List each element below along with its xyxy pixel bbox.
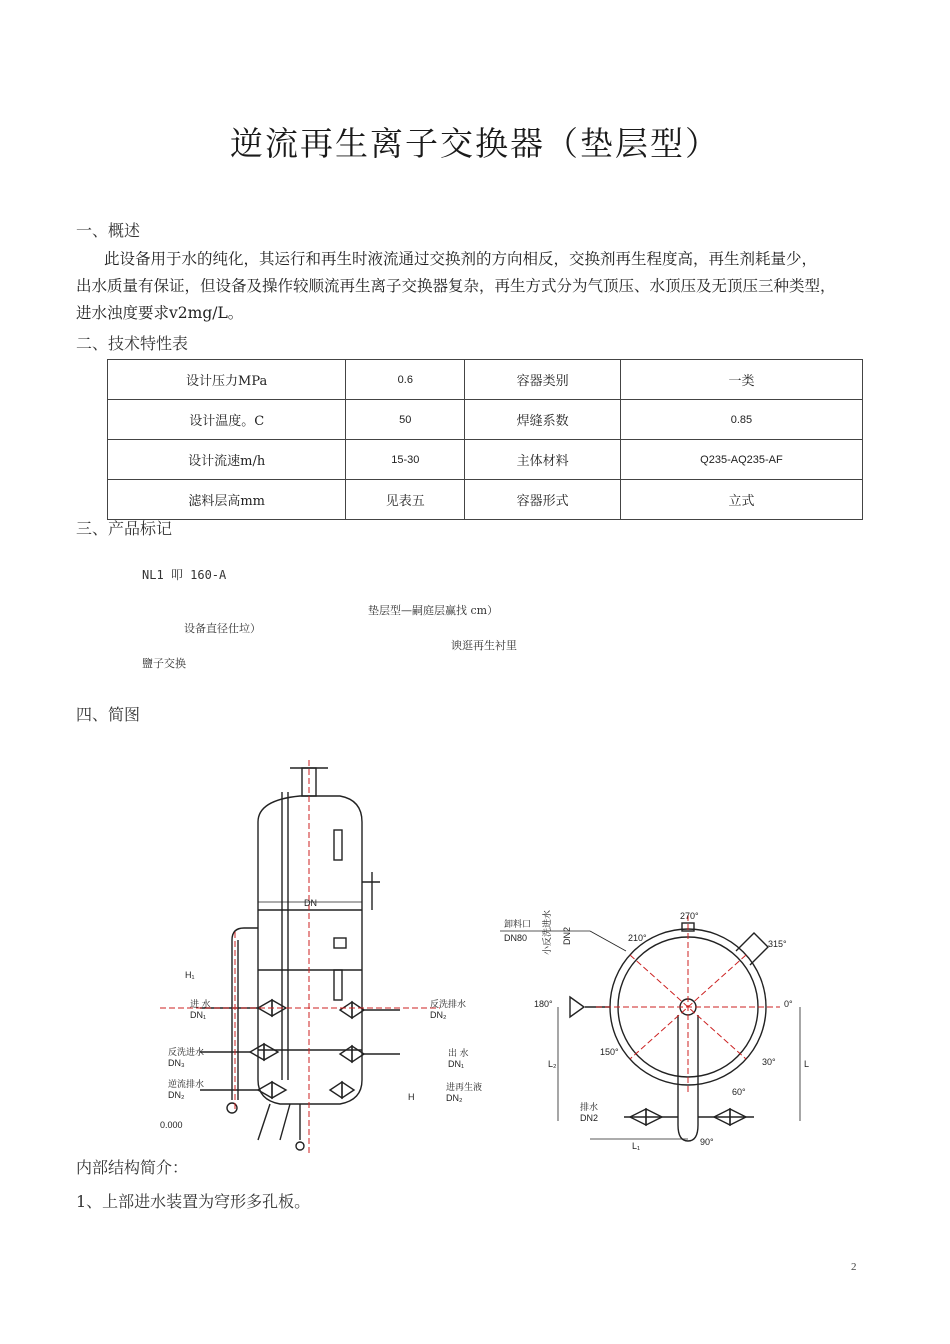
overview-line-1: 此设备用于水的纯化，其运行和再生时液流通过交换剂的方向相反，交换剂再生程度高，再生剂耗量少， [104,250,818,268]
dim-l2-label: L₂ [548,1059,557,1069]
table-cell: 设计压力MPa [108,360,346,400]
table-cell: 一类 [620,360,862,400]
vessel-plan-drawing [500,895,840,1155]
backwash-in-label: 反洗进水 [168,1047,205,1057]
outlet-dn-label: DN₁ [448,1059,465,1069]
marking-label-diameter: 设备直径仕垃） [184,622,261,635]
manhole-dn-label: DN80 [504,933,528,943]
section-1-heading: 一、概述 [76,221,141,240]
side-drain-label: 排水 [580,1102,599,1112]
backwash-out-label: 反洗排水 [430,999,467,1009]
spec-table [107,359,863,520]
table-row [108,360,863,400]
overview-line-3: 进水浊度要求v2mg/L。 [76,304,244,322]
dim-l1-label: L₁ [632,1141,641,1151]
table-cell: 0.6 [346,360,465,400]
section-4-heading: 四、简图 [76,705,141,724]
table-cell: Q235-AQ235-AF [620,440,862,480]
internal-structure-item-1: 1、上部进水装置为穹形多孔板。 [76,1192,311,1211]
overview-line-2: 出水质量有保证，但设备及操作较顺流再生离子交换器复杂，再生方式分为气顶压、水顶压及无顶压三种类型， [76,277,836,295]
angle-0-label: 0° [784,999,793,1009]
top-vent-label: 小反洗进水 [542,909,552,955]
table-cell: 立式 [620,480,862,520]
angle-60-label: 60° [732,1087,746,1097]
overview-paragraph [76,246,911,327]
table-row [108,440,863,480]
table-row [108,480,863,520]
backwash-in-dn-label: DN₃ [168,1058,185,1068]
backwash-out-dn-label: DN₂ [430,1010,447,1020]
angle-30-label: 30° [762,1057,776,1067]
level-h-label: H [408,1092,415,1102]
dim-dn-label: DN [304,898,317,908]
side-drain-dn-label: DN2 [580,1113,599,1123]
marking-label-regen: 谀逛再生衬里 [451,639,517,652]
angle-210-label: 210° [628,933,647,943]
angle-150-label: 150° [600,1047,619,1057]
angle-90-label: 90° [700,1137,714,1147]
table-cell: 见表五 [346,480,465,520]
angle-180-label: 180° [534,999,553,1009]
dim-l-label: L [804,1059,810,1069]
ground-level-label: 0.000 [160,1120,183,1130]
table-cell: 容器形式 [465,480,621,520]
table-cell: 15-30 [346,440,465,480]
inlet-label: 进 水 [190,999,211,1009]
internal-structure-heading: 内部结构简介： [76,1158,189,1177]
table-cell: 0.85 [620,400,862,440]
marking-label-type: 垫层型—嗣庭层赢找 cm） [368,604,499,617]
table-cell: 滤料层高mm [108,480,346,520]
page-number: 2 [851,1261,857,1273]
regen-drain-dn-label: DN₂ [168,1090,185,1100]
table-cell: 主体材料 [465,440,621,480]
angle-270-label: 270° [680,911,699,921]
outlet-label: 出 水 [448,1048,469,1058]
table-cell: 容器类别 [465,360,621,400]
table-cell: 50 [346,400,465,440]
product-code: NL1 叩 160-A [142,568,227,582]
table-cell: 设计流速m/h [108,440,346,480]
vessel-elevation-drawing [140,760,500,1160]
marking-label-exchange: 鹽子交换 [142,657,186,670]
table-row [108,400,863,440]
page-title: 逆流再生离子交换器（垫层型） [230,124,720,163]
regen-in-label: 进再生液 [446,1082,483,1092]
inlet-dn-label: DN₁ [190,1010,207,1020]
section-2-heading: 二、技术特性表 [76,334,189,353]
section-3-heading: 三、产品标记 [76,519,173,538]
regen-in-dn-label: DN₂ [446,1093,463,1103]
regen-drain-label: 逆流排水 [168,1079,205,1089]
table-cell: 设计温度。C [108,400,346,440]
level-h1-label: H₁ [185,970,195,980]
top-vent-dn-label: DN2 [562,926,572,945]
angle-315-label: 315° [768,939,787,949]
table-cell: 焊缝系数 [465,400,621,440]
manhole-label: 卸料口 [504,919,532,929]
